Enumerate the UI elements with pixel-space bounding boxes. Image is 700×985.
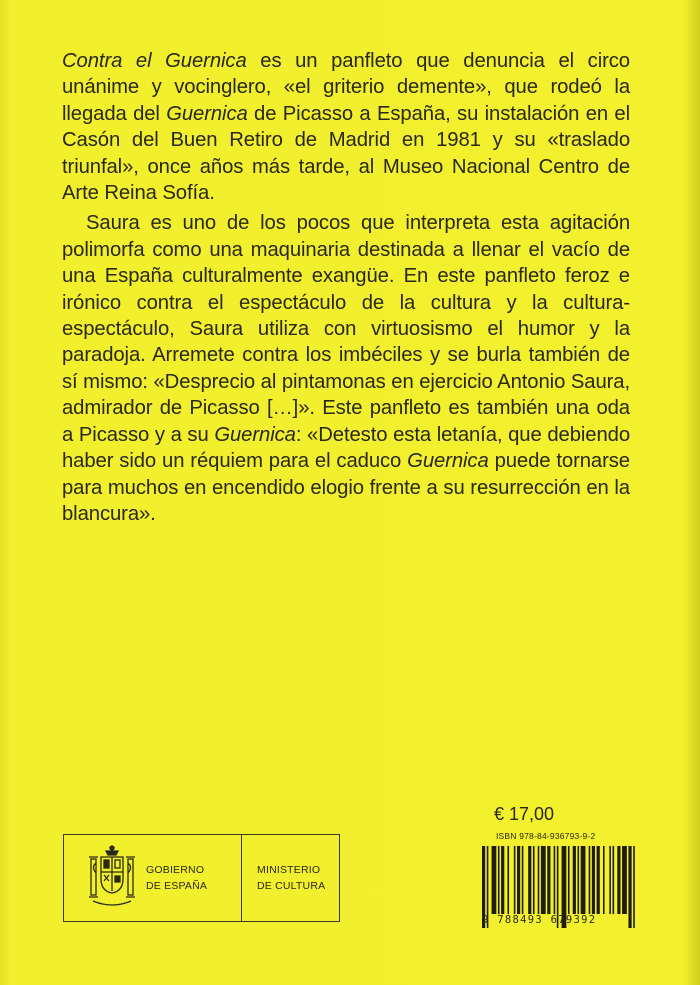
barcode-bar [541,846,546,914]
blurb-paragraph-1 [62,48,630,206]
back-cover-blurb [62,48,630,527]
blurb-text: es un panfleto que denuncia el circo unánime y vocinglero, «el griterio demente», que rodeó la llegada del [62,50,630,125]
ministerio-de-cultura-logo [242,834,340,922]
guernica-italic: Guernica [214,423,296,446]
barcode-digits: 9 788493 679392 [482,914,597,926]
ministerio-line-1: MINISTERIO [257,864,321,876]
barcode-bar [538,846,540,914]
book-title-italic: Contra el Guernica [62,50,247,72]
barcode-bar [573,846,576,914]
blurb-text: de Picasso a España, su instalación en el Casón del Buen Retiro de Madrid en 1981 y su «traslado triunfal», once años más tarde, al Museo Nacional Centro de Arte Reina Sofía. [62,102,630,205]
barcode-bar [617,846,620,914]
barcode-bar [603,846,605,914]
gobierno-line-2: DE ESPAÑA [146,880,208,892]
barcode-bar [592,846,595,914]
cover-edge-shadow [686,0,700,985]
barcode-bar [597,846,600,914]
barcode-bar [507,846,509,914]
barcode-bar [492,846,497,914]
barcode-bar [589,846,591,914]
blurb-paragraph-2 [62,210,630,527]
barcode-bar [622,846,627,914]
barcode-bar [501,846,504,914]
blurb-text: : «Detesto esta letanía, que debiendo haber sido un réquiem para el caduco [62,423,630,473]
barcode-bar [522,846,524,914]
barcode-bar [609,846,611,914]
publisher-logos [63,834,340,924]
gobierno-line-1: GOBIERNO [146,864,205,876]
barcode-bar [517,846,520,914]
barcode-bar [568,846,570,914]
barcode-bar [613,846,615,914]
barcode-bar [547,846,550,914]
barcode-bar [528,846,531,914]
barcode-bar [498,846,500,914]
blurb-text: puede tornarse para muchos en encendido elogio frente a su resurrección en la blancura». [62,450,630,525]
spain-coat-of-arms-icon [88,845,136,911]
blurb-text: Saura es uno de los pocos que interpreta esta agitación polimorfa como una maquinaria destinada a llenar el vacío de una España culturalmente exangüe. En este panfleto feroz e irónico contra el espectáculo de la cultura y la cultura-espectáculo, Saura utiliza con virtuosismo el humor y la paradoja. Arremete contra los imbéciles y se burla también de sí mismo: «Desprecio al pintamonas en ejercicio Antonio Saura, admirador de Picasso […]». Este panfleto es también una oda a Picasso y a su [62,212,630,446]
barcode-bar [533,846,535,914]
barcode-bar [514,846,516,914]
barcode-bar [578,846,580,914]
ministerio-line-2: DE CULTURA [257,880,326,892]
isbn-label: ISBN 978-84-936793-9-2 [496,831,596,841]
guernica-italic: Guernica [407,450,489,473]
price-label: € 17,00 [494,804,555,824]
gobierno-text [146,862,207,894]
guernica-italic: Guernica [166,102,248,125]
ministerio-text [257,862,325,894]
gobierno-de-espana-logo [63,834,242,922]
barcode-bar [581,846,586,914]
barcode-bar [554,846,556,914]
